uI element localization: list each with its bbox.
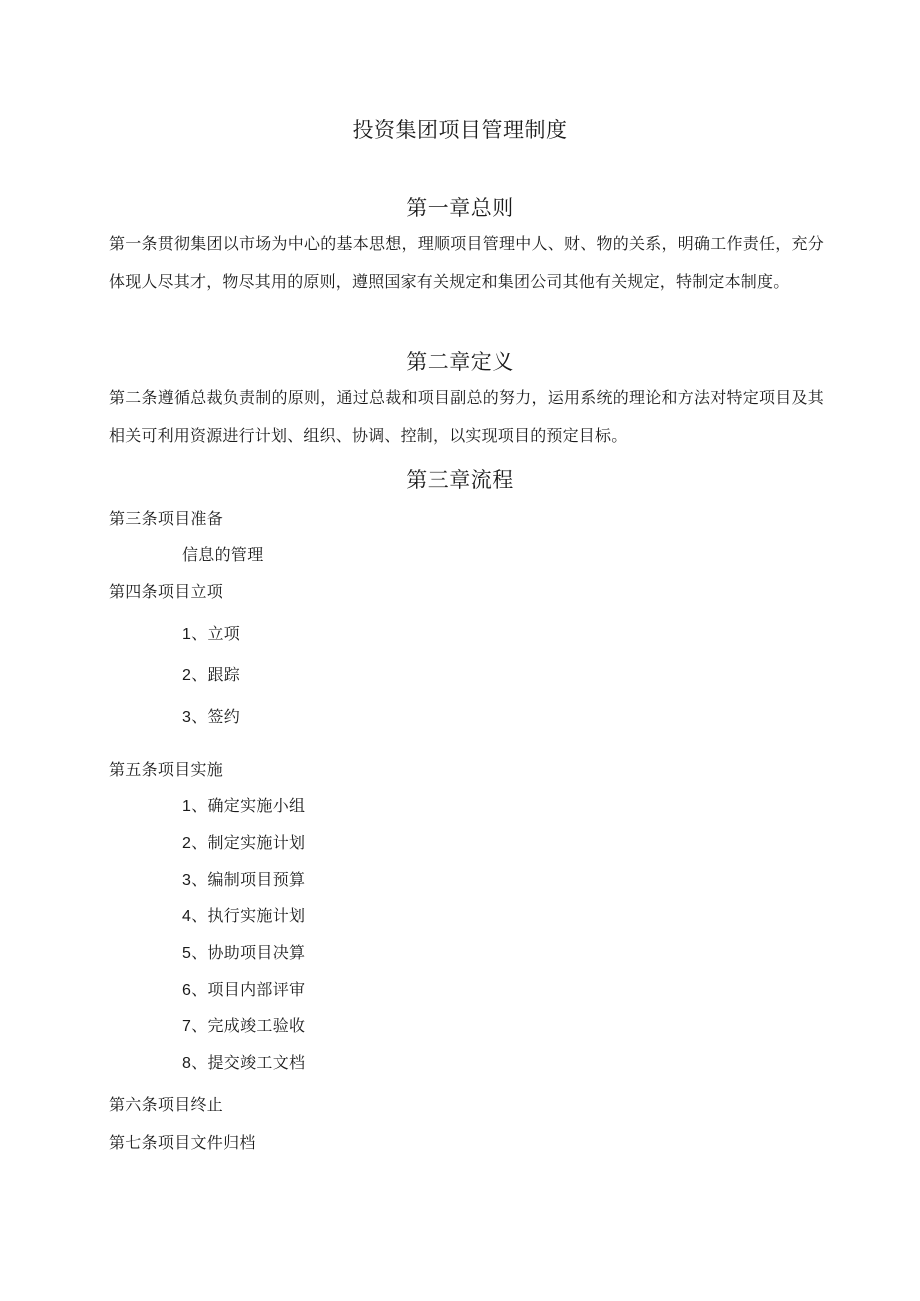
document-title: 投资集团项目管理制度 [352, 118, 568, 142]
article-4-item-3: 3、签约 [182, 707, 241, 726]
chapter-1-heading: 第一章总则 [406, 196, 514, 220]
article-5-item-8: 8、提交竣工文档 [182, 1053, 306, 1072]
article-5-item-3: 3、编制项目预算 [182, 870, 306, 889]
article-4-title: 第四条项目立项 [109, 582, 224, 601]
article-5-item-6: 6、项目内部评审 [182, 980, 306, 999]
chapter-2-heading: 第二章定义 [406, 350, 514, 374]
article-5-title: 第五条项目实施 [109, 760, 224, 779]
article-1-paragraph: 第一条贯彻集团以市场为中心的基本思想，理顺项目管理中人、财、物的关系，明确工作责任，充分体现人尽其才，物尽其用的原则，遵照国家有关规定和集团公司其他有关规定，特制定本制度。 [109, 234, 824, 291]
chapter-3-heading: 第三章流程 [406, 468, 514, 492]
article-5-item-2: 2、制定实施计划 [182, 833, 306, 852]
article-3-item: 信息的管理 [182, 545, 264, 564]
article-6-title: 第六条项目终止 [109, 1095, 224, 1114]
article-7-title: 第七条项目文件归档 [109, 1133, 256, 1152]
article-4-item-2: 2、跟踪 [182, 665, 241, 684]
article-3-title: 第三条项目准备 [109, 509, 224, 528]
article-5-item-5: 5、协助项目决算 [182, 943, 306, 962]
article-4-item-1: 1、立项 [182, 624, 241, 643]
article-2-paragraph: 第二条遵循总裁负责制的原则，通过总裁和项目副总的努力，运用系统的理论和方法对特定项目及其相关可利用资源进行计划、组织、协调、控制，以实现项目的预定目标。 [109, 388, 824, 445]
article-5-item-7: 7、完成竣工验收 [182, 1016, 306, 1035]
article-5-item-4: 4、执行实施计划 [182, 906, 306, 925]
article-5-item-1: 1、确定实施小组 [182, 796, 306, 815]
